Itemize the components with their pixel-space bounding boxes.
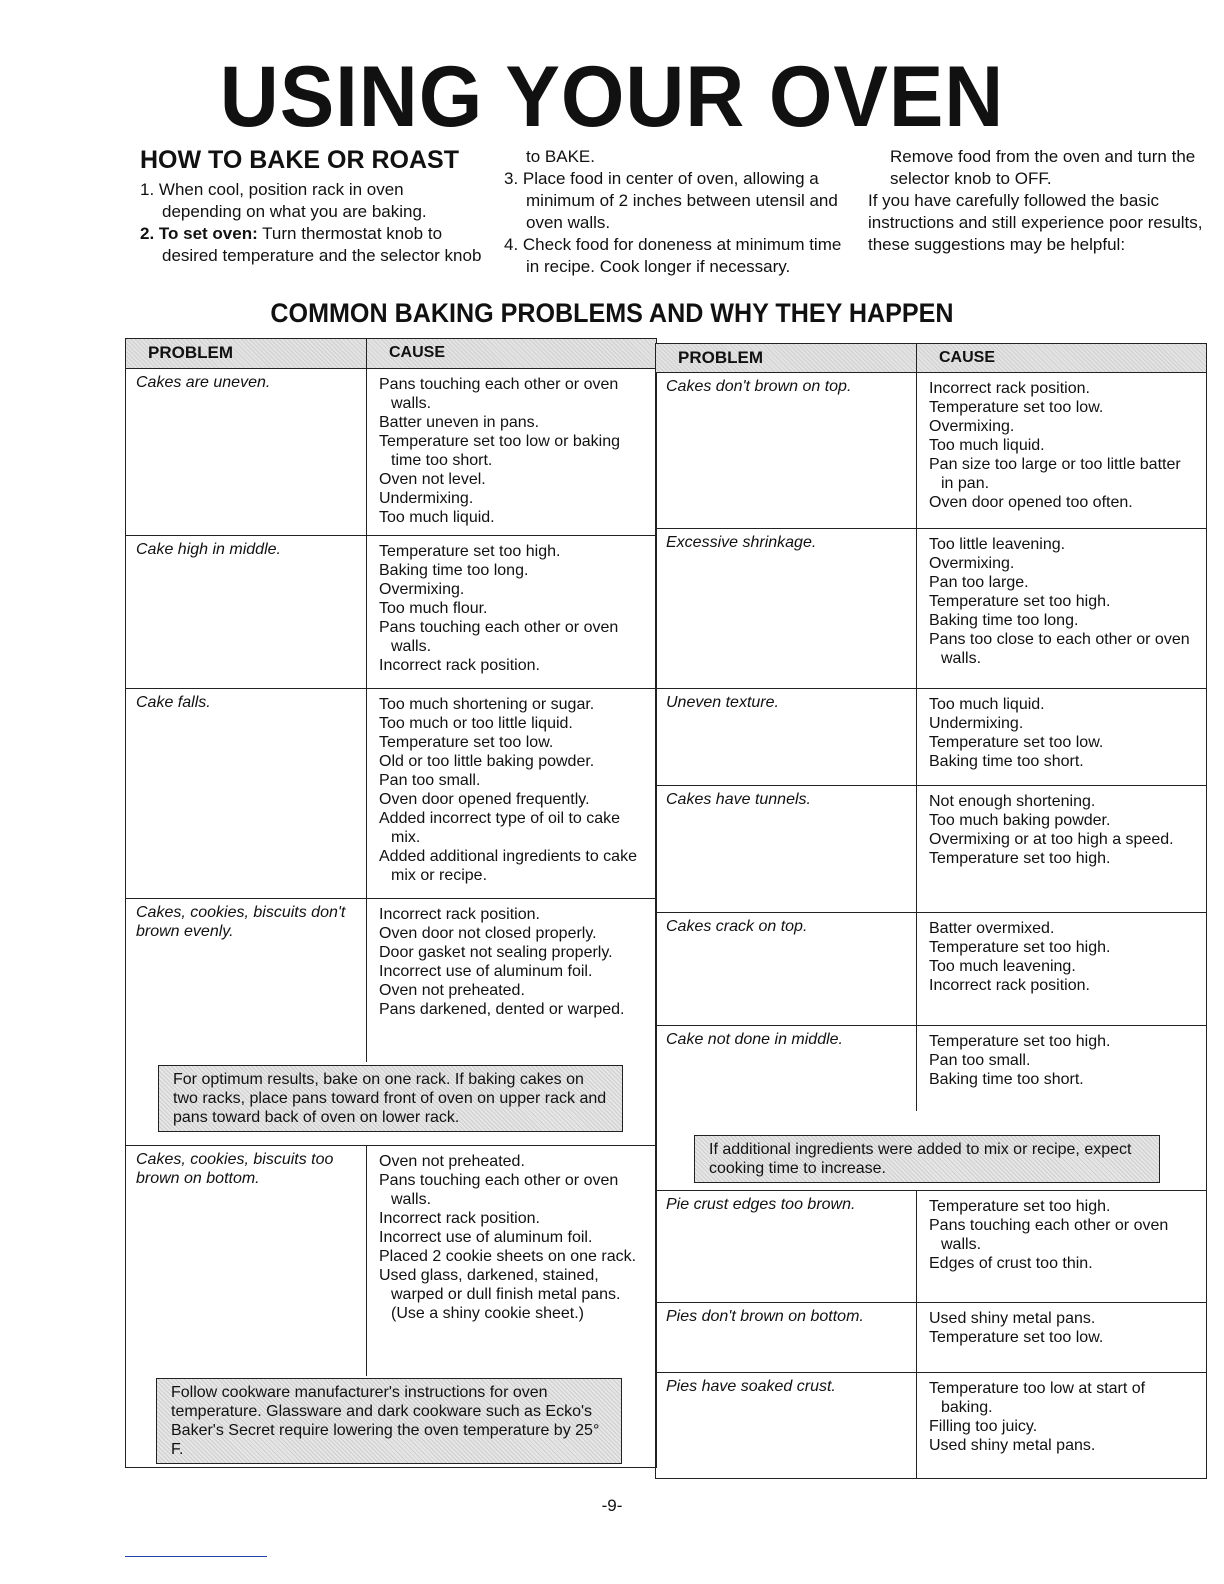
problems-table-left bbox=[125, 338, 657, 1468]
cause-item: Oven not preheated. bbox=[379, 1153, 525, 1170]
cause-item: Too much liquid. bbox=[379, 509, 495, 526]
cause-item: Incorrect rack position. bbox=[379, 1210, 540, 1227]
cause-cell bbox=[366, 536, 656, 689]
cause-item: Door gasket not sealing properly. bbox=[379, 944, 613, 961]
cause-item: Oven not level. bbox=[379, 471, 486, 488]
cause-item: Temperature too low at start of baking. bbox=[929, 1380, 1146, 1416]
cause-item: Edges of crust too thin. bbox=[929, 1255, 1093, 1272]
cause-cell bbox=[916, 1303, 1206, 1373]
cause-item: Incorrect rack position. bbox=[379, 657, 540, 674]
problem-cell: Cakes, cookies, biscuits don't brown evenly. bbox=[136, 904, 346, 940]
cause-item: Overmixing. bbox=[929, 418, 1015, 435]
cause-cell bbox=[366, 899, 656, 1062]
cause-cell bbox=[916, 913, 1206, 1026]
cause-item: Pans darkened, dented or warped. bbox=[379, 1001, 625, 1018]
cause-item: Added incorrect type of oil to cake mix. bbox=[379, 810, 621, 846]
tip-note: If additional ingredients were added to mix or recipe, expect cooking time to increase. bbox=[694, 1135, 1160, 1183]
header-problem: PROBLEM bbox=[148, 343, 233, 362]
cause-item: Too much flour. bbox=[379, 600, 488, 617]
step-4: 4. Check food for doneness at minimum time in recipe. Cook longer if necessary. Remove food from the oven and turn the selector knob to OFF. bbox=[504, 147, 1196, 276]
cause-item: Incorrect rack position. bbox=[379, 906, 540, 923]
problem-cell: Pies don't brown on bottom. bbox=[666, 1308, 864, 1325]
cause-item: Not enough shortening. bbox=[929, 793, 1096, 810]
header-cause: CAUSE bbox=[366, 339, 656, 369]
table-row bbox=[126, 898, 656, 1146]
cause-item: Overmixing or at too high a speed. bbox=[929, 831, 1174, 848]
cause-item: Added additional ingredients to cake mix or recipe. bbox=[379, 848, 637, 884]
step-1: 1. When cool, position rack in oven depending on what you are baking. bbox=[140, 180, 427, 221]
problem-cell: Cakes crack on top. bbox=[666, 918, 808, 935]
cause-item: Oven not preheated. bbox=[379, 982, 525, 999]
cause-item: Overmixing. bbox=[929, 555, 1015, 572]
cause-item: Pans touching each other or oven walls. bbox=[929, 1217, 1169, 1253]
problem-cell: Pie crust edges too brown. bbox=[666, 1196, 856, 1213]
cause-item: Temperature set too low. bbox=[929, 1329, 1104, 1346]
table-row bbox=[126, 688, 656, 899]
cause-cell bbox=[916, 1026, 1206, 1111]
table-row bbox=[656, 528, 1206, 689]
problem-cell: Cakes don't brown on top. bbox=[666, 378, 852, 395]
cause-item: Incorrect rack position. bbox=[929, 380, 1090, 397]
header-problem: PROBLEM bbox=[678, 348, 763, 367]
table-row bbox=[656, 1190, 1206, 1303]
table-row bbox=[126, 368, 656, 536]
table-row bbox=[656, 912, 1206, 1026]
problem-cell: Cake high in middle. bbox=[136, 541, 281, 558]
problem-cell: Cake not done in middle. bbox=[666, 1031, 843, 1048]
tip-note: Follow cookware manufacturer's instructions for oven temperature. Glassware and dark cookware such as Ecko's Baker's Secret require lowering the oven temperature by 25° F. bbox=[156, 1378, 622, 1464]
cause-item: Temperature set too high. bbox=[379, 543, 561, 560]
cause-item: Temperature set too low. bbox=[929, 734, 1104, 751]
step-2-label: 2. To set oven: bbox=[140, 224, 258, 243]
cause-item: Temperature set too low. bbox=[379, 734, 554, 751]
table-row bbox=[656, 1372, 1206, 1479]
problem-cell: Cakes have tunnels. bbox=[666, 791, 811, 808]
cause-item: Used shiny metal pans. bbox=[929, 1437, 1096, 1454]
cause-item: Overmixing. bbox=[379, 581, 465, 598]
cause-cell bbox=[916, 1191, 1206, 1303]
cause-item: Pans too close to each other or oven walls. bbox=[929, 631, 1190, 667]
page-title: USING YOUR OVEN bbox=[219, 49, 1005, 145]
cause-cell bbox=[916, 529, 1206, 689]
cause-item: Pan too small. bbox=[929, 1052, 1031, 1069]
problem-cell: Pies have soaked crust. bbox=[666, 1378, 836, 1395]
cause-cell bbox=[916, 373, 1206, 529]
cause-item: Used shiny metal pans. bbox=[929, 1310, 1096, 1327]
cause-item: Temperature set too high. bbox=[929, 1198, 1111, 1215]
cause-item: Pans touching each other or oven walls. bbox=[379, 376, 619, 412]
table-row bbox=[126, 1145, 656, 1468]
cause-item: Pans touching each other or oven walls. bbox=[379, 619, 619, 655]
cause-cell bbox=[916, 1373, 1206, 1479]
cause-item: Too much shortening or sugar. bbox=[379, 696, 595, 713]
cause-item: Baking time too long. bbox=[379, 562, 529, 579]
cause-item: Filling too juicy. bbox=[929, 1418, 1038, 1435]
cause-item: Used glass, darkened, stained, warped or dull finish metal pans. (Use a shiny cookie sheet.) bbox=[379, 1267, 621, 1322]
cause-item: Incorrect use of aluminum foil. bbox=[379, 1229, 593, 1246]
cause-item: Temperature set too low. bbox=[929, 399, 1104, 416]
table-header bbox=[656, 343, 1206, 373]
cause-cell bbox=[366, 369, 656, 536]
problem-cell: Uneven texture. bbox=[666, 694, 779, 711]
cause-cell bbox=[366, 1146, 656, 1376]
intro-text bbox=[140, 146, 1210, 286]
cause-item: Incorrect use of aluminum foil. bbox=[379, 963, 593, 980]
how-to-heading: HOW TO BAKE OR ROAST bbox=[140, 146, 459, 174]
table-row bbox=[656, 688, 1206, 786]
problem-cell: Excessive shrinkage. bbox=[666, 534, 817, 551]
cause-item: Temperature set too high. bbox=[929, 1033, 1111, 1050]
cause-item: Temperature set too high. bbox=[929, 850, 1111, 867]
cause-item: Placed 2 cookie sheets on one rack. bbox=[379, 1248, 637, 1265]
cause-cell bbox=[916, 689, 1206, 786]
cause-item: Too much or too little liquid. bbox=[379, 715, 573, 732]
cause-item: Pans touching each other or oven walls. bbox=[379, 1172, 619, 1208]
cause-item: Baking time too long. bbox=[929, 612, 1079, 629]
step-3: 3. Place food in center of oven, allowing a minimum of 2 inches between utensil and oven walls. bbox=[504, 169, 838, 232]
cause-item: Old or too little baking powder. bbox=[379, 753, 595, 770]
section-title: COMMON BAKING PROBLEMS AND WHY THEY HAPPEN bbox=[270, 298, 954, 328]
table-row bbox=[656, 1025, 1206, 1191]
cause-item: Baking time too short. bbox=[929, 1071, 1084, 1088]
header-cause: CAUSE bbox=[916, 344, 1206, 373]
cause-item: Baking time too short. bbox=[929, 753, 1084, 770]
table-row bbox=[656, 785, 1206, 913]
cause-item: Temperature set too high. bbox=[929, 593, 1111, 610]
cause-item: Pan too large. bbox=[929, 574, 1029, 591]
tip-note: For optimum results, bake on one rack. If baking cakes on two racks, place pans toward front of oven on upper rack and pans toward back of oven on lower rack. bbox=[158, 1065, 623, 1132]
problems-table-right bbox=[655, 343, 1207, 1479]
cause-item: Undermixing. bbox=[929, 715, 1024, 732]
cause-item: Temperature set too low or baking time too short. bbox=[379, 433, 621, 469]
cause-item: Too much liquid. bbox=[929, 696, 1045, 713]
cause-item: Too little leavening. bbox=[929, 536, 1066, 553]
cause-item: Oven door opened too often. bbox=[929, 494, 1133, 511]
cause-item: Too much liquid. bbox=[929, 437, 1045, 454]
cause-cell bbox=[366, 689, 656, 899]
cause-item: Batter uneven in pans. bbox=[379, 414, 540, 431]
problem-cell: Cakes are uneven. bbox=[136, 374, 271, 391]
cause-item: Oven door not closed properly. bbox=[379, 925, 597, 942]
intro-closing: If you have carefully followed the basic instructions and still experience poor results, these suggestions may be helpful: bbox=[868, 191, 1203, 254]
cause-item: Undermixing. bbox=[379, 490, 474, 507]
problem-cell: Cake falls. bbox=[136, 694, 211, 711]
cause-item: Pan too small. bbox=[379, 772, 481, 789]
cause-cell bbox=[916, 786, 1206, 913]
cause-item: Batter overmixed. bbox=[929, 920, 1055, 937]
table-row bbox=[656, 372, 1206, 529]
problem-cell: Cakes, cookies, biscuits too brown on bottom. bbox=[136, 1151, 334, 1187]
footer-rule bbox=[125, 1556, 267, 1557]
table-row bbox=[126, 535, 656, 689]
cause-item: Too much baking powder. bbox=[929, 812, 1111, 829]
table-header bbox=[126, 338, 656, 369]
cause-item: Incorrect rack position. bbox=[929, 977, 1090, 994]
cause-item: Too much leavening. bbox=[929, 958, 1076, 975]
table-row bbox=[656, 1302, 1206, 1373]
cause-item: Temperature set too high. bbox=[929, 939, 1111, 956]
step-2-text: Turn thermostat knob to desired temperature and the selector knob to BAKE. bbox=[162, 147, 595, 265]
page-number: -9- bbox=[601, 1496, 623, 1515]
cause-item: Pan size too large or too little batter in pan. bbox=[929, 456, 1181, 492]
cause-item: Oven door opened frequently. bbox=[379, 791, 590, 808]
